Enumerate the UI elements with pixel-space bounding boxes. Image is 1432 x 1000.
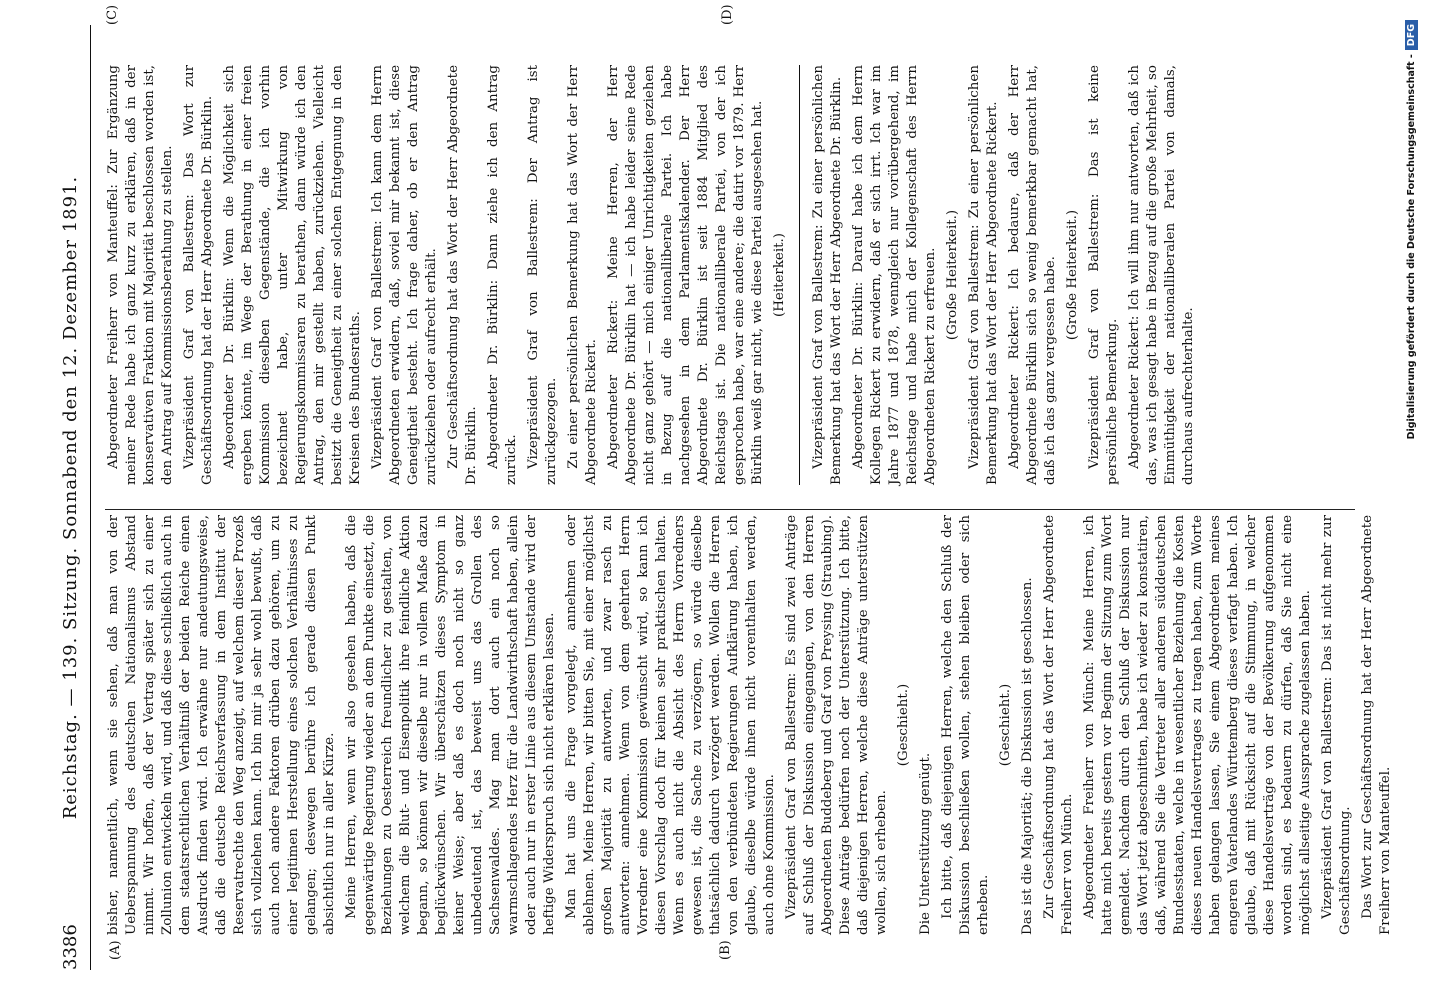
paragraph: bisher, namentlich, wenn sie sehen, daß man von der Ueberspannung des deutschen Nationalismus Abstand nimmt. Wir hoffen, daß der Vertrag später sich zu einer Zollunion entwickeln wird, und daß diese schließlich auch in dem staatsrechtlichen Verhältniß der beiden Reiche einen Ausdruck finden wird. Ich erwähne nur andeutungsweise, daß die deutsche Reichsverfassung in dem Institut der Reservatrechte den Weg anzeigt, auf welchem dieser Prozeß sich vollziehen kann. Ich bin mir ja sehr wohl bewußt, daß auch noch andere Faktoren drüben dazu gehören, um zu einer legitimen Herstellung eines solchen Verhältnisses zu gelangen; deswegen berühre ich gerade diesen Punkt absichtlich nur in aller Kürze. xyxy=(106,515,337,935)
column-divider xyxy=(105,509,1355,510)
paragraph: Ich bitte, daß diejenigen Herren, welche den Schluß der Diskussion beschließen wollen, stehen bleiben oder sich erheben. xyxy=(940,515,991,935)
paragraph: Abgeordneter Dr. Bürklin: Darauf habe ich dem Herrn Kollegen Rickert zu erwidern, daß er sich irrt. Ich war im Jahre 1877 und 1878, wenngleich nur vorübergehend, im Reichstage und habe mich der Kollegenschaft des Herrn Abgeordneten Rickert zu erfreuen. xyxy=(851,65,938,485)
paragraph: Abgeordneter Rickert: Ich will ihm nur antworten, daß ich das, was ich gesagt habe in Bezug auf die große Mehrheit, so Einmüthigkeit der nationalliberalen Partei von damals, durchaus aufrechterhalte. xyxy=(1127,65,1196,485)
page-number: 3386 xyxy=(60,924,81,970)
paragraph: Vizepräsident Graf von Ballestrem: Das ist keine persönliche Bemerkung. xyxy=(1087,65,1120,485)
paragraph: Vizepräsident Graf von Ballestrem: Ich kann dem Herrn Abgeordneten erwidern, daß, soviel mir bekannt ist, diese Geneigtheit besteht. Ich frage daher, ob er den Antrag zurückziehen oder aufrecht erhält. xyxy=(370,65,439,485)
paragraph: Die Unterstützung genügt. xyxy=(918,752,933,935)
page-header xyxy=(60,25,100,970)
stage-direction: (Große Heiterkeit.) xyxy=(1065,209,1080,341)
paragraph: Zur Geschäftsordnung hat das Wort der Herr Abgeordnete Dr. Bürklin. xyxy=(446,65,479,485)
stage-direction: (Große Heiterkeit.) xyxy=(945,209,960,341)
paragraph: Abgeordneter Freiherr von Manteuffel: Zur Ergänzung meiner Rede habe ich ganz kurz zu erklären, daß in der konservativen Fraktion mit Majorität beschlossen worden ist, den Antrag auf Kommissionsberathung zu stellen. xyxy=(106,65,175,485)
paragraph: Das Wort zur Geschäftsordnung hat der Herr Abgeordnete Freiherr von Manteuffel. xyxy=(1360,515,1393,935)
paragraph: Vizepräsident Graf von Ballestrem: Der Antrag ist zurückgezogen. xyxy=(526,65,559,485)
section-rule xyxy=(799,65,800,485)
paragraph: Zur Geschäftsordnung hat das Wort der Herr Abgeordnete Freiherr von Münch. xyxy=(1042,515,1075,935)
paragraph: Abgeordneter Dr. Bürklin: Wenn die Möglichkeit sich ergeben könnte, im Wege der Berathung in einer freien Kommission dieselben Gegenstände, die ich vorhin bezeichnet habe, unter Mitwirkung von Regierungskommissaren zu berathen, dann würde ich den Antrag, den mir gestellt haben, zurückziehen. Vielleicht besitzt die Geneigtheit zu einer solchen Entgegnung in den Kreisen des Bundesraths. xyxy=(222,65,363,485)
paragraph: Man hat uns die Frage vorgelegt, annehmen oder ablehnen. Meine Herren, wir bitten Sie, mit einer möglichst großen Majorität zu antworten, und zwar rasch zu antworten: annehmen. Wenn von dem geehrten Herrn Vorredner eine Kommission gewünscht wird, so kann ich diesen Vorschlag doch für keinen sehr praktischen halten. Wenn es auch nicht die Absicht des Herrn Vorredners gewesen ist, die Sache zu verzögern, so würde dieselbe thatsächlich dadurch verzögert werden. Wollen die Herren von den verbündeten Regierungen Aufklärung haben, ich glaube, dieselbe würde ihnen nicht vorenthalten werden, auch ohne Kommission. xyxy=(564,515,777,935)
stage-direction: (Heiterkeit.) xyxy=(772,233,787,317)
right-column xyxy=(105,65,1365,485)
stage-direction: (Geschieht.) xyxy=(998,683,1013,767)
margin-marker-d: (D) xyxy=(720,4,735,25)
digitization-credit xyxy=(1405,20,1425,980)
paragraph: Das ist die Majorität; die Diskussion ist geschlossen. xyxy=(1020,577,1035,935)
paragraph: Abgeordneter Rickert: Ich bedaure, daß der Herr Abgeordnete Bürklin sich so wenig bemerkbar gemacht hat, daß ich das ganz vergessen habe. xyxy=(1007,65,1058,485)
paragraph: Zu einer persönlichen Bemerkung hat das Wort der Herr Abgeordnete Rickert. xyxy=(566,65,599,485)
page-title: Reichstag. — 139. Sitzung. Sonnabend den 12. Dezember 1891. xyxy=(60,175,81,820)
paragraph: Vizepräsident Graf von Ballestrem: Das ist nicht mehr zur Geschäftsordnung. xyxy=(1320,515,1353,935)
paragraph: Abgeordneter Dr. Bürklin: Dann ziehe ich den Antrag zurück. xyxy=(486,65,519,485)
header-rule xyxy=(90,25,91,970)
paragraph: Vizepräsident Graf von Ballestrem: Das Wort zur Geschäftsordnung hat der Herr Abgeordnete Dr. Bürklin. xyxy=(182,65,215,485)
dfg-logo: DFG xyxy=(1405,20,1418,50)
margin-marker-b: (B) xyxy=(718,940,733,960)
paragraph: Vizepräsident Graf von Ballestrem: Es sind zwei Anträge auf Schluß der Diskussion eingegangen, von den Herren Abgeordneten Buddeberg und Graf von Preysing (Straubing). Diese Anträge bedürfen noch der Unterstützung. Ich bitte, daß diejenigen Herren, welche diese Anträge unterstützen wollen, sich erheben. xyxy=(784,515,889,935)
paragraph: Vizepräsident Graf von Ballestrem: Zu einer persönlichen Bemerkung hat das Wort der Herr Abgeordnete Dr. Bürklin. xyxy=(811,65,844,485)
paragraph: Abgeordneter Rickert: Meine Herren, der Herr Abgeordnete Dr. Bürklin hat — ich habe leider seine Rede nicht ganz gehört — mich einiger Unrichtigkeiten geziehen in Bezug auf die nationalliberale Partei. Ich habe nachgesehen in dem Parlamentskalender. Der Herr Abgeordnete Dr. Bürklin ist seit 1884 Mitglied des Reichstags ist. Die nationalliberale Partei, von der ich gesprochen habe, war eine andere; die datirt vor 1879. Herr Bürklin weiß gar nicht, wie diese Partei ausgesehen hat. xyxy=(606,65,765,485)
paragraph: Meine Herren, wenn wir also gesehen haben, daß die gegenwärtige Regierung wieder an dem Punkte einsetzt, die Beziehungen zu Oesterreich freundlicher zu gestalten, von welchem die Blut- und Eisenpolitik ihre feindliche Aktion begann, so können wir dieselbe nur in vollem Maße dazu beglückwünschen. Wir überschätzen dieses Symptom in keiner Weise; aber daß es doch noch nicht so ganz unbedeutend ist, das beweist uns das Grollen des Sachsenwaldes. Mag man dort auch ein noch so warmschlagendes Herz für die Landwirthschaft haben, allein oder auch nur in erster Linie aus diesem Umstande wird der heftige Widerspruch sich nicht erklären lassen. xyxy=(344,515,557,935)
margin-marker-a: (A) xyxy=(108,940,123,960)
paragraph: Abgeordneter Freiherr von Münch: Meine Herren, ich hatte mich bereits gestern vor Beginn der Sitzung zum Wort gemeldet. Nachdem durch den Schluß der Diskussion nur das Wort jetzt abgeschnitten, habe ich wieder zu konstatiren, daß, während Sie die Vertreter aller anderen süddeutschen Bundesstaaten, welche in wesentlicher Beziehung die Kosten dieses neuen Handelsvertrages zu tragen haben, zum Worte haben gelangen lassen, Sie einem Abgeordneten meines engeren Vaterlandes Württemberg dieses verfagt haben. Ich glaube, daß mit Rücksicht auf die Stimmung, in welcher diese Handelsverträge von der Bevölkerung aufgenommen worden sind, es bedauern zu dürfen, daß Sie nicht eine möglichst allseitige Aussprache zugelassen haben. xyxy=(1082,515,1313,935)
margin-marker-c: (C) xyxy=(105,4,120,25)
credit-text: Digitalisierung gefördert durch die Deutsche Forschungsgemeinschaft - xyxy=(1406,54,1417,440)
stage-direction: (Geschieht.) xyxy=(896,683,911,767)
paragraph: Vizepräsident Graf von Ballestrem: Zu einer persönlichen Bemerkung hat das Wort der Herr Abgeordnete Rickert. xyxy=(967,65,1000,485)
left-column xyxy=(105,515,1393,935)
